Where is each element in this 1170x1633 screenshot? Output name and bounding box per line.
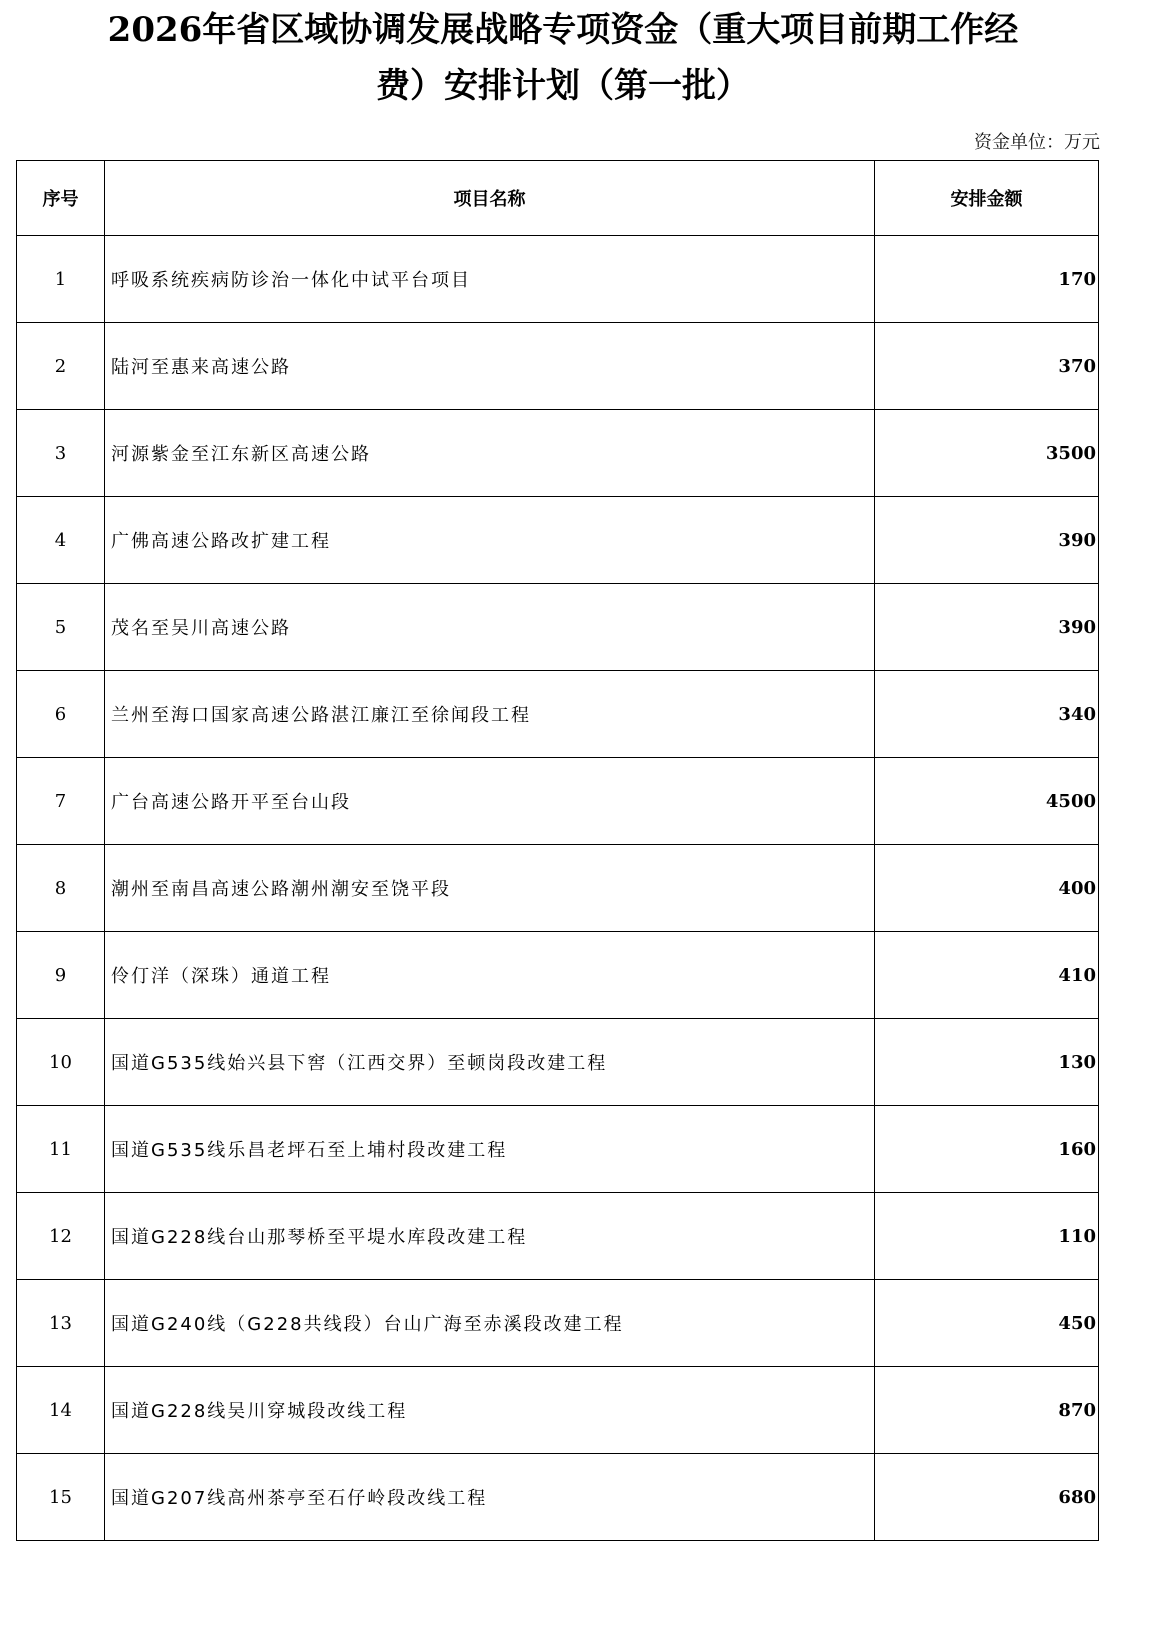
table-row [17,497,1099,584]
row-project-name: 呼吸系统疾病防诊治一体化中试平台项目 [105,236,875,323]
header-project-name: 项目名称 [105,161,875,236]
row-seq: 6 [17,671,105,758]
row-amount: 870 [875,1367,1099,1454]
table-row [17,758,1099,845]
table-row [17,1367,1099,1454]
table-row [17,1019,1099,1106]
row-amount: 370 [875,323,1099,410]
row-project-name: 国道G535线始兴县下窖（江西交界）至顿岗段改建工程 [105,1019,875,1106]
table-row [17,410,1099,497]
row-amount: 390 [875,497,1099,584]
row-project-name: 潮州至南昌高速公路潮州潮安至饶平段 [105,845,875,932]
table-row [17,671,1099,758]
table-row [17,1454,1099,1541]
row-project-name: 广佛高速公路改扩建工程 [105,497,875,584]
document-title [0,2,1126,114]
row-amount: 680 [875,1454,1099,1541]
row-seq: 3 [17,410,105,497]
header-amount: 安排金额 [875,161,1099,236]
table-row [17,584,1099,671]
row-seq: 1 [17,236,105,323]
table-row [17,845,1099,932]
header-seq: 序号 [17,161,105,236]
row-project-name: 国道G240线（G228共线段）台山广海至赤溪段改建工程 [105,1280,875,1367]
row-seq: 14 [17,1367,105,1454]
table-row [17,1280,1099,1367]
row-amount: 400 [875,845,1099,932]
row-project-name: 伶仃洋（深珠）通道工程 [105,932,875,1019]
row-project-name: 国道G228线台山那琴桥至平堤水库段改建工程 [105,1193,875,1280]
row-amount: 340 [875,671,1099,758]
table-row [17,323,1099,410]
row-seq: 12 [17,1193,105,1280]
row-project-name: 陆河至惠来高速公路 [105,323,875,410]
row-seq: 15 [17,1454,105,1541]
row-amount: 410 [875,932,1099,1019]
row-project-name: 国道G228线吴川穿城段改线工程 [105,1367,875,1454]
row-seq: 11 [17,1106,105,1193]
row-project-name: 兰州至海口国家高速公路湛江廉江至徐闻段工程 [105,671,875,758]
row-amount: 390 [875,584,1099,671]
row-seq: 13 [17,1280,105,1367]
row-seq: 4 [17,497,105,584]
row-amount: 450 [875,1280,1099,1367]
row-seq: 10 [17,1019,105,1106]
row-amount: 160 [875,1106,1099,1193]
table-header-row [17,161,1099,236]
row-amount: 4500 [875,758,1099,845]
row-seq: 2 [17,323,105,410]
row-seq: 7 [17,758,105,845]
table-row [17,1193,1099,1280]
funding-unit-label: 资金单位：万元 [974,132,1100,153]
document-title-line-1: 2026年省区域协调发展战略专项资金（重大项目前期工作经 [107,10,1019,50]
row-project-name: 茂名至吴川高速公路 [105,584,875,671]
table-row [17,236,1099,323]
row-seq: 9 [17,932,105,1019]
row-seq: 8 [17,845,105,932]
row-project-name: 广台高速公路开平至台山段 [105,758,875,845]
row-seq: 5 [17,584,105,671]
table-row [17,932,1099,1019]
row-project-name: 国道G535线乐昌老坪石至上埔村段改建工程 [105,1106,875,1193]
table-row [17,1106,1099,1193]
row-project-name: 河源紫金至江东新区高速公路 [105,410,875,497]
row-amount: 130 [875,1019,1099,1106]
row-amount: 110 [875,1193,1099,1280]
allocation-table [16,160,1099,1541]
document-title-line-2: 费）安排计划（第一批） [376,66,750,106]
row-amount: 170 [875,236,1099,323]
row-amount: 3500 [875,410,1099,497]
row-project-name: 国道G207线高州茶亭至石仔岭段改线工程 [105,1454,875,1541]
